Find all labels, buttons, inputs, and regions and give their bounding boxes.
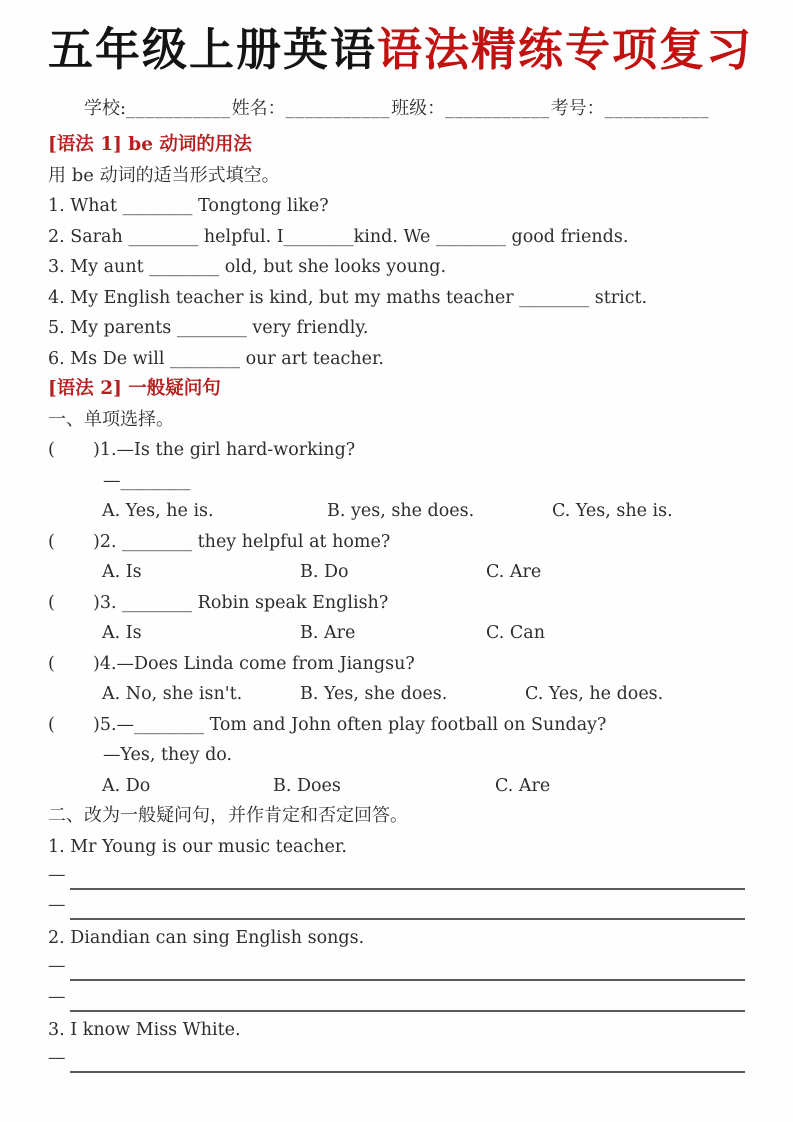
option-a: A. Yes, he is. — [102, 501, 214, 521]
info-blank-class: ___________ — [445, 98, 550, 119]
info-label-name: 姓名： — [231, 98, 286, 119]
section1-heading: [语法 1] be 动词的用法 — [48, 134, 252, 155]
option-a: A. No, she isn't. — [102, 684, 243, 704]
answer-line — [48, 1045, 745, 1076]
info-field-class — [391, 98, 550, 119]
option-b: B. Yes, she does. — [300, 684, 448, 704]
fill-blank-item: 1. What ________ Tongtong like? — [48, 196, 329, 216]
answer-rule — [70, 1071, 746, 1073]
mc-options-row — [48, 557, 745, 588]
transform-item: 2. Diandian can sing English songs. — [48, 928, 365, 948]
option-a: A. Do — [102, 775, 151, 796]
mc-question-stem2: —________ — [103, 470, 191, 491]
fill-blank-item: 5. My parents ________ very friendly. — [48, 318, 369, 338]
info-blank-school: ___________ — [126, 98, 231, 119]
section1-instruction: 用 be 动词的适当形式填空。 — [48, 164, 280, 186]
mc-options-row — [48, 679, 745, 710]
info-blank-name: ___________ — [285, 98, 391, 119]
part1-heading: 一、单项选择。 — [48, 408, 174, 430]
mc-question-stem — [48, 649, 745, 680]
option-b: B. yes, she does. — [327, 501, 475, 521]
answer-paren: ( — [48, 531, 55, 552]
option-b: B. Does — [273, 775, 341, 796]
answer-dash: — — [48, 1047, 66, 1068]
option-c: C. Yes, she is. — [552, 501, 673, 521]
mc-question-stem2: —Yes, they do. — [103, 745, 233, 765]
mc-question-stem — [48, 710, 745, 741]
option-a: A. Is — [102, 623, 142, 643]
part2-heading: 二、改为一般疑问句，并作肯定和否定回答。 — [48, 805, 408, 826]
question-text: )5.—________ Tom and John often play football on Sunday? — [93, 714, 607, 735]
info-label-school: 学校: — [84, 98, 127, 119]
transform-item: 1. Mr Young is our music teacher. — [48, 836, 347, 857]
option-b: B. Are — [300, 623, 356, 643]
answer-rule — [70, 918, 746, 920]
mc-options-row — [48, 618, 745, 649]
mc-question-stem — [48, 588, 745, 619]
option-b: B. Do — [300, 562, 349, 582]
question-text: )1.—Is the girl hard-working? — [93, 440, 356, 460]
page-title-black: 五年级上册英语 — [48, 23, 378, 76]
transform-item: 3. I know Miss White. — [48, 1019, 241, 1040]
answer-line — [48, 984, 745, 1015]
mc-options-row — [48, 771, 745, 802]
info-field-name — [232, 98, 391, 119]
info-label-exam-number: 考号： — [550, 98, 605, 119]
page-title — [48, 22, 754, 78]
answer-line — [48, 954, 745, 985]
mc-question-stem — [48, 435, 745, 466]
option-a: A. Is — [102, 562, 142, 582]
question-text: )4.—Does Linda come from Jiangsu? — [93, 653, 415, 674]
page-title-red: 语法精练专项复习 — [377, 23, 754, 76]
option-c: C. Can — [486, 623, 545, 643]
info-blank-exam-number: ___________ — [604, 98, 710, 119]
answer-dash: — — [48, 956, 66, 976]
answer-rule — [70, 888, 746, 890]
question-text: )2. ________ they helpful at home? — [93, 531, 391, 552]
section2-heading: [语法 2] 一般疑问句 — [48, 378, 221, 399]
answer-rule — [70, 979, 746, 981]
answer-paren: ( — [48, 714, 55, 735]
option-c: C. Are — [486, 562, 542, 582]
answer-line — [48, 862, 745, 893]
answer-dash: — — [48, 895, 66, 915]
fill-blank-item: 6. Ms De will ________ our art teacher. — [48, 348, 384, 369]
mc-question-stem — [48, 527, 745, 558]
answer-paren: ( — [48, 592, 55, 613]
question-text: )3. ________ Robin speak English? — [93, 592, 389, 613]
info-label-class: 班级： — [391, 98, 446, 119]
option-c: C. Are — [495, 775, 551, 796]
answer-dash: — — [48, 864, 66, 885]
student-info-line — [48, 96, 745, 122]
fill-blank-item: 4. My English teacher is kind, but my maths teacher ________ strict. — [48, 287, 648, 308]
option-c: C. Yes, he does. — [525, 684, 664, 704]
mc-options-row — [48, 496, 745, 527]
answer-line — [48, 893, 745, 924]
answer-paren: ( — [48, 653, 55, 674]
answer-rule — [70, 1010, 746, 1012]
info-field-school — [84, 98, 231, 119]
info-field-exam-number — [551, 98, 710, 119]
answer-paren: ( — [48, 440, 55, 460]
fill-blank-item: 3. My aunt ________ old, but she looks young. — [48, 257, 447, 277]
fill-blank-item: 2. Sarah ________ helpful. I________kind. We ________ good friends. — [48, 226, 629, 247]
answer-dash: — — [48, 986, 66, 1007]
